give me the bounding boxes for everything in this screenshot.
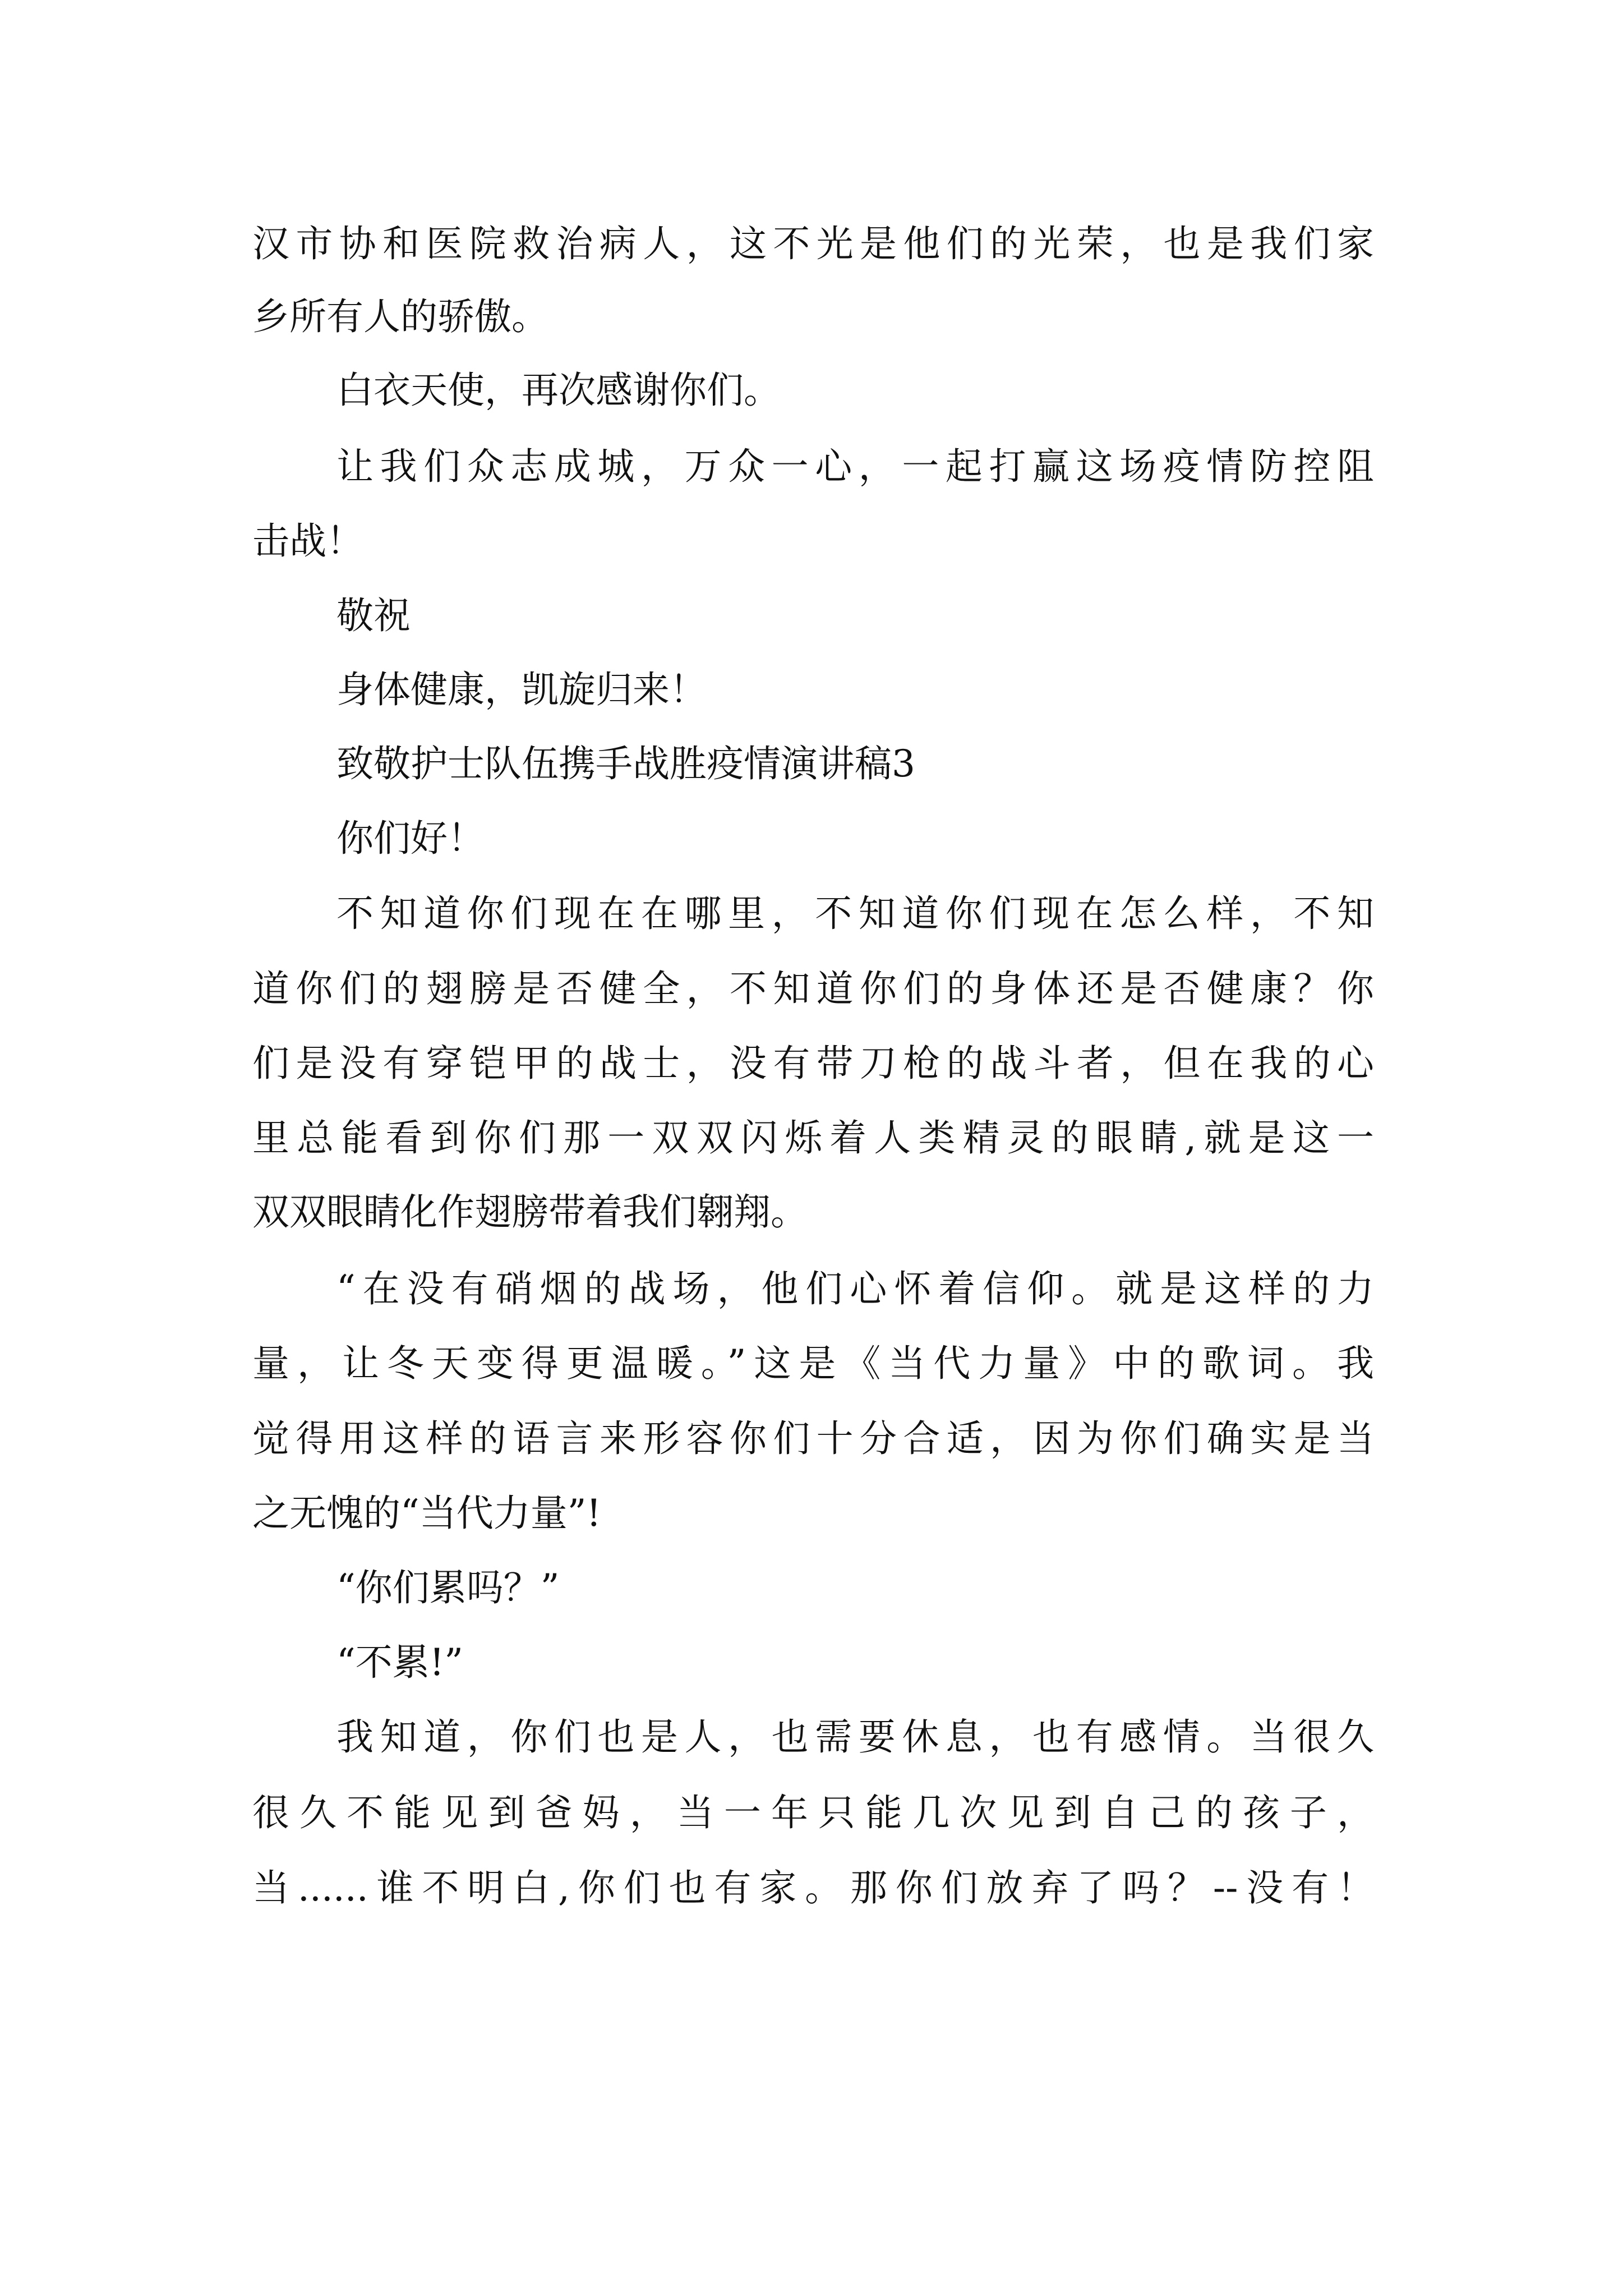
paragraph-line: 里总能看到你们那一双双闪烁着人类精灵的眼睛,就是这一 bbox=[252, 1116, 1374, 1159]
paragraph-line: “不累!” bbox=[336, 1641, 464, 1684]
paragraph-line: 们是没有穿铠甲的战士，没有带刀枪的战斗者，但在我的心 bbox=[252, 1042, 1374, 1085]
paragraph-line: 敬祝 bbox=[336, 594, 411, 637]
paragraph-line: 当......谁不明白,你们也有家。那你们放弃了吗？--没有！ bbox=[252, 1866, 1374, 1910]
paragraph-line: 我知道，你们也是人，也需要休息，也有感情。当很久 bbox=[336, 1715, 1374, 1759]
paragraph-line: “在没有硝烟的战场，他们心怀着信仰。就是这样的力 bbox=[336, 1267, 1374, 1310]
paragraph-line: 双双眼睛化作翅膀带着我们翱翔。 bbox=[252, 1190, 808, 1234]
paragraph-line: 身体健康，凯旋归来！ bbox=[336, 668, 707, 711]
paragraph-line: 不知道你们现在在哪里，不知道你们现在怎么样，不知 bbox=[336, 892, 1374, 935]
paragraph-line: “你们累吗？” bbox=[336, 1566, 560, 1609]
section-title: 致敬护士队伍携手战胜疫情演讲稿3 bbox=[336, 742, 915, 785]
paragraph-line: 觉得用这样的语言来形容你们十分合适，因为你们确实是当 bbox=[252, 1417, 1374, 1460]
paragraph-line: 让我们众志成城，万众一心，一起打赢这场疫情防控阻 bbox=[336, 445, 1374, 488]
paragraph-line: 之无愧的“当代力量”! bbox=[252, 1492, 602, 1535]
paragraph-line: 乡所有人的骄傲。 bbox=[252, 295, 548, 338]
paragraph-line: 道你们的翅膀是否健全，不知道你们的身体还是否健康？你 bbox=[252, 967, 1374, 1010]
paragraph-line: 你们好！ bbox=[336, 817, 485, 860]
paragraph-line: 白衣天使，再次感谢你们。 bbox=[336, 369, 781, 412]
paragraph-line: 很久不能见到爸妈，当一年只能几次见到自己的孩子， bbox=[252, 1791, 1374, 1834]
paragraph-line: 汉市协和医院救治病人，这不光是他们的光荣，也是我们家 bbox=[252, 222, 1374, 265]
paragraph-line: 量，让冬天变得更温暖。”这是《当代力量》中的歌词。我 bbox=[252, 1342, 1374, 1385]
paragraph-line: 击战！ bbox=[252, 519, 363, 563]
